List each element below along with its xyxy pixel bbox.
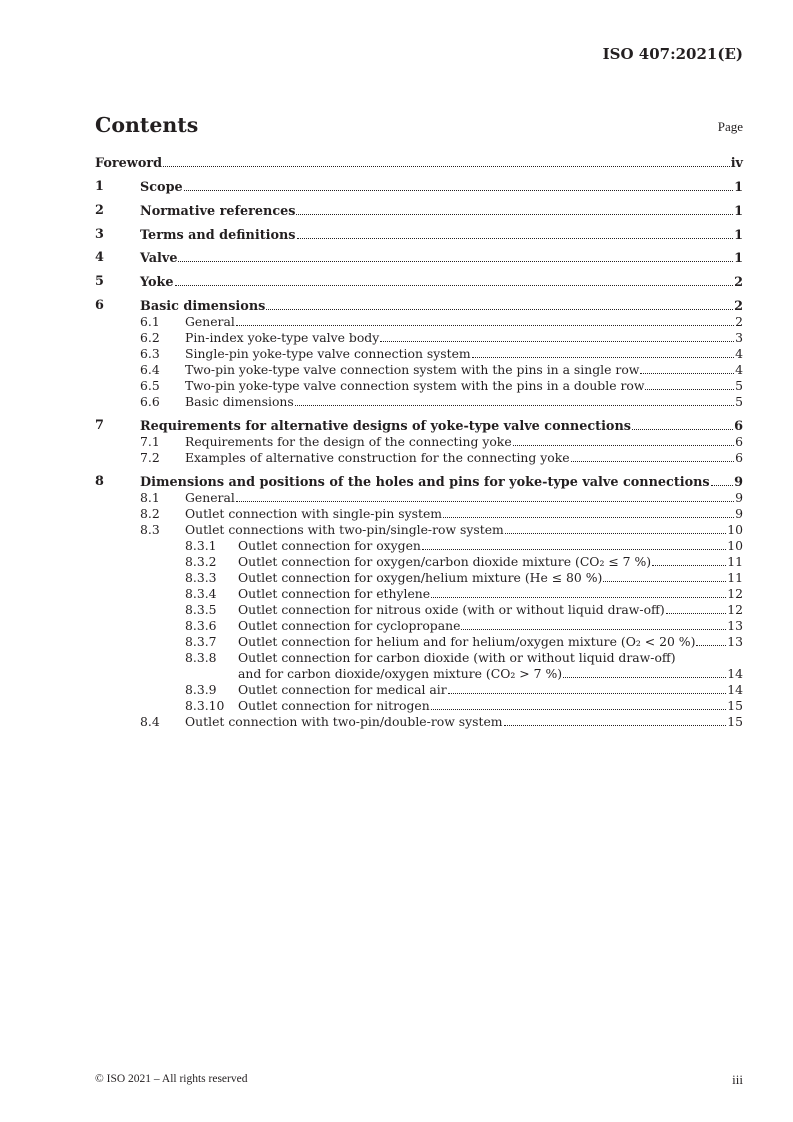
toc-entry-title: Outlet connection for medical air bbox=[238, 682, 447, 697]
toc-entry-number: 8.3.8 bbox=[185, 650, 217, 665]
toc-leader bbox=[184, 179, 733, 191]
toc-entry-page: 2 bbox=[735, 314, 743, 329]
toc-entry[interactable] bbox=[95, 418, 743, 434]
toc-leader bbox=[571, 450, 735, 462]
toc-entry-number: 8.1 bbox=[140, 490, 160, 505]
toc-entry-page: 4 bbox=[735, 362, 743, 377]
toc-entry-number: 7 bbox=[95, 418, 104, 433]
toc-entry[interactable] bbox=[95, 394, 743, 410]
toc-entry-number: 8.3.2 bbox=[185, 554, 217, 569]
toc-entry-title: Valve bbox=[140, 251, 178, 266]
toc-entry-title: Outlet connection for ethylene bbox=[238, 586, 431, 601]
toc-entry-number: 8.3.10 bbox=[185, 698, 225, 713]
toc-entry[interactable] bbox=[95, 298, 743, 314]
toc-entry-number: 8.2 bbox=[140, 506, 160, 521]
toc-entry[interactable] bbox=[95, 314, 743, 330]
toc-leader bbox=[603, 570, 726, 582]
toc-entry-number: 8.3.4 bbox=[185, 586, 217, 601]
toc-entry[interactable] bbox=[95, 227, 743, 243]
toc-entry-page: 9 bbox=[735, 506, 743, 521]
toc-entry-title: and for carbon dioxide/oxygen mixture (CO₂ > 7 %) bbox=[238, 666, 563, 681]
toc-entry-title: Outlet connection for cyclopropane bbox=[238, 618, 461, 633]
toc-entry-page: 15 bbox=[727, 698, 743, 713]
toc-entry-number: 8.3.1 bbox=[185, 538, 217, 553]
toc-leader bbox=[632, 418, 733, 430]
toc-leader bbox=[431, 698, 726, 710]
toc-entry[interactable] bbox=[95, 378, 743, 394]
toc-entry-title: Examples of alternative construction for the connecting yoke bbox=[185, 450, 570, 465]
toc-leader bbox=[422, 538, 726, 550]
toc-entry[interactable] bbox=[95, 274, 743, 290]
toc-leader bbox=[711, 474, 733, 486]
toc-leader bbox=[666, 602, 727, 614]
toc-leader bbox=[563, 666, 726, 678]
page-number: iii bbox=[732, 1072, 743, 1087]
toc-entry-number: 6.2 bbox=[140, 330, 160, 345]
toc-entry-number: 2 bbox=[95, 203, 104, 218]
toc-entry-number: 8.3 bbox=[140, 522, 160, 537]
toc-leader bbox=[448, 682, 727, 694]
toc-entry[interactable] bbox=[95, 538, 743, 554]
toc-entry-page: 11 bbox=[727, 554, 743, 569]
contents-title: Contents bbox=[95, 113, 199, 137]
toc-entry-number: 6 bbox=[95, 298, 104, 313]
toc-entry-page: 1 bbox=[734, 204, 743, 219]
toc-entry[interactable] bbox=[95, 682, 743, 698]
toc-entry-title: Outlet connections with two-pin/single-row system bbox=[185, 522, 504, 537]
toc-entry-page: 13 bbox=[727, 634, 743, 649]
toc-entry-number: 8.3.5 bbox=[185, 602, 217, 617]
toc-entry-page: 9 bbox=[734, 475, 743, 490]
toc-leader bbox=[236, 314, 734, 326]
toc-entry-page: 11 bbox=[727, 570, 743, 585]
toc-entry-title: Outlet connection for oxygen/helium mixture (He ≤ 80 %) bbox=[238, 570, 603, 585]
toc-entry[interactable] bbox=[95, 474, 743, 490]
toc-entry-number: 7.2 bbox=[140, 450, 160, 465]
toc-leader bbox=[380, 330, 734, 342]
toc-entry[interactable] bbox=[95, 179, 743, 195]
toc-entry-page: 3 bbox=[735, 330, 743, 345]
toc-entry-title: Basic dimensions bbox=[140, 299, 266, 314]
copyright-notice: © ISO 2021 – All rights reserved bbox=[95, 1073, 248, 1085]
toc-entry-number: 8.3.7 bbox=[185, 634, 217, 649]
toc-entry-number: 6.1 bbox=[140, 314, 160, 329]
document-id: ISO 407:2021(E) bbox=[602, 45, 743, 63]
toc-entry-page: 15 bbox=[727, 714, 743, 729]
toc-entry[interactable] bbox=[95, 650, 743, 666]
toc-entry[interactable] bbox=[95, 602, 743, 618]
toc-entry-title: Outlet connection for nitrogen bbox=[238, 698, 430, 713]
toc-leader bbox=[504, 714, 727, 726]
toc-leader bbox=[297, 227, 734, 239]
toc-entry-page: 5 bbox=[735, 378, 743, 393]
toc-entry-title: Outlet connection with single-pin system bbox=[185, 506, 443, 521]
toc-entry-title: General bbox=[185, 490, 235, 505]
toc-entry-number: 8.3.6 bbox=[185, 618, 217, 633]
toc-entry-title: Requirements for alternative designs of yoke-type valve connections bbox=[140, 419, 631, 434]
toc-entry[interactable] bbox=[95, 554, 743, 570]
toc-entry[interactable] bbox=[95, 618, 743, 634]
toc-leader bbox=[163, 155, 730, 167]
toc-entry-page: 12 bbox=[727, 586, 743, 601]
toc-entry-number: 6.4 bbox=[140, 362, 160, 377]
toc-entry-page: 1 bbox=[734, 228, 743, 243]
toc-entry[interactable] bbox=[95, 250, 743, 266]
toc-entry-number: 3 bbox=[95, 227, 104, 242]
toc-leader bbox=[431, 586, 726, 598]
toc-entry-number: 6.3 bbox=[140, 346, 160, 361]
toc-entry-number: 4 bbox=[95, 250, 104, 265]
toc-entry-page: 4 bbox=[735, 346, 743, 361]
toc-leader bbox=[640, 362, 734, 374]
toc-entry[interactable] bbox=[95, 450, 743, 466]
toc-leader bbox=[505, 522, 726, 534]
toc-leader bbox=[295, 394, 734, 406]
toc-leader bbox=[266, 298, 733, 310]
toc-entry-title: Dimensions and positions of the holes and pins for yoke-type valve connections bbox=[140, 475, 710, 490]
toc-entry-title: Single-pin yoke-type valve connection system bbox=[185, 346, 471, 361]
toc-entry[interactable] bbox=[95, 434, 743, 450]
toc-entry-page: 6 bbox=[734, 419, 743, 434]
toc-leader bbox=[652, 554, 726, 566]
toc-entry-title: Outlet connection for carbon dioxide (with or without liquid draw-off) bbox=[238, 650, 676, 665]
toc-entry-title: Terms and definitions bbox=[140, 228, 296, 243]
toc-entry-page: 6 bbox=[735, 434, 743, 449]
toc-entry[interactable] bbox=[95, 714, 743, 730]
toc-leader bbox=[296, 203, 733, 215]
toc-entry-number: 7.1 bbox=[140, 434, 160, 449]
toc-leader bbox=[236, 490, 734, 502]
toc-entry-page: 5 bbox=[735, 394, 743, 409]
toc-entry-page: 1 bbox=[734, 251, 743, 266]
toc-entry-page: 14 bbox=[727, 682, 743, 697]
toc-entry-page: 13 bbox=[727, 618, 743, 633]
toc-entry-title: Outlet connection for nitrous oxide (with or without liquid draw-off) bbox=[238, 602, 665, 617]
toc-entry[interactable] bbox=[95, 586, 743, 602]
toc-entry-title: Two-pin yoke-type valve connection system with the pins in a single row bbox=[185, 362, 640, 377]
toc-entry-page: 6 bbox=[735, 450, 743, 465]
toc-entry-page: 10 bbox=[727, 538, 743, 553]
toc-entry-title: Yoke bbox=[140, 275, 174, 290]
toc-leader bbox=[696, 634, 726, 646]
toc-leader bbox=[178, 250, 733, 262]
toc-entry[interactable] bbox=[95, 203, 743, 219]
toc-entry-title: Outlet connection for oxygen bbox=[238, 538, 421, 553]
toc-entry-number: 1 bbox=[95, 179, 104, 194]
toc-entry-number: 8.3.9 bbox=[185, 682, 217, 697]
toc-entry-continuation[interactable] bbox=[95, 666, 743, 682]
toc-entry-number: 8.4 bbox=[140, 714, 160, 729]
toc-entry-number: 8 bbox=[95, 474, 104, 489]
toc-entry-title: Outlet connection for oxygen/carbon dioxide mixture (CO₂ ≤ 7 %) bbox=[238, 554, 652, 569]
toc-entry-title: Two-pin yoke-type valve connection system with the pins in a double row bbox=[185, 378, 645, 393]
toc-entry-title: Scope bbox=[140, 180, 183, 195]
toc-entry[interactable] bbox=[95, 362, 743, 378]
toc-entry-page: 10 bbox=[727, 522, 743, 537]
page-column-label: Page bbox=[717, 119, 743, 134]
toc-entry[interactable] bbox=[95, 346, 743, 362]
toc-entry-title: Normative references bbox=[140, 204, 296, 219]
toc-entry-title: Pin-index yoke-type valve body bbox=[185, 330, 380, 345]
toc-entry[interactable] bbox=[95, 698, 743, 714]
toc-entry-title: Basic dimensions bbox=[185, 394, 294, 409]
toc-entry-number: 6.6 bbox=[140, 394, 160, 409]
toc-entry-number: 5 bbox=[95, 274, 104, 289]
toc-entry[interactable] bbox=[95, 506, 743, 522]
toc-entry-title: Requirements for the design of the connecting yoke bbox=[185, 434, 512, 449]
toc-leader bbox=[175, 274, 734, 286]
toc-entry-page: 2 bbox=[734, 275, 743, 290]
toc-entry[interactable] bbox=[95, 155, 743, 171]
toc-entry[interactable] bbox=[95, 522, 743, 538]
toc-entry-title: General bbox=[185, 314, 235, 329]
toc-leader bbox=[461, 618, 726, 630]
toc-entry-page: 9 bbox=[735, 490, 743, 505]
toc-leader bbox=[645, 378, 734, 390]
toc-entry-title: Outlet connection for helium and for helium/oxygen mixture (O₂ < 20 %) bbox=[238, 634, 696, 649]
toc-entry[interactable] bbox=[95, 490, 743, 506]
toc-entry-page: 14 bbox=[727, 666, 743, 681]
toc-entry[interactable] bbox=[95, 570, 743, 586]
toc-entry-page: 12 bbox=[727, 602, 743, 617]
toc-entry[interactable] bbox=[95, 330, 743, 346]
toc-entry-page: 2 bbox=[734, 299, 743, 314]
toc-entry-page: 1 bbox=[734, 180, 743, 195]
toc-leader bbox=[443, 506, 734, 518]
toc-entry[interactable] bbox=[95, 634, 743, 650]
toc-leader bbox=[472, 346, 734, 358]
toc-leader bbox=[513, 434, 734, 446]
toc-entry-page: iv bbox=[730, 156, 743, 171]
toc-entry-number: 6.5 bbox=[140, 378, 160, 393]
toc-entry-title: Outlet connection with two-pin/double-row system bbox=[185, 714, 503, 729]
toc-entry-title: Foreword bbox=[95, 156, 163, 171]
toc-entry-number: 8.3.3 bbox=[185, 570, 217, 585]
